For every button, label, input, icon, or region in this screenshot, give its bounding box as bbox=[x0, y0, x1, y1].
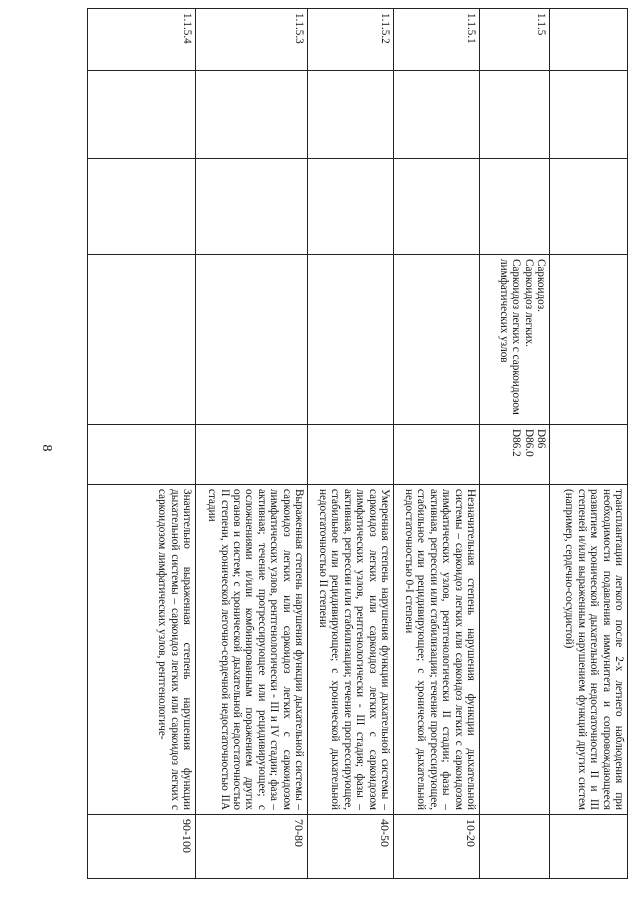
icd-cell bbox=[394, 425, 480, 485]
row-percent bbox=[480, 815, 550, 879]
row-code: 1.1.5.3 bbox=[196, 9, 308, 71]
table-row bbox=[196, 9, 308, 879]
row-percent: 70-80 bbox=[196, 815, 308, 879]
diagnosis-line: Саркоидоз легких с саркоидозом лимфатических узлов bbox=[497, 259, 523, 415]
row-description: Выраженная степень нарушения функции дыхательной системы – саркоидоз легких или саркоидоз легких с саркоидозом лимфатических узлов, рентгенологически - III и IV стадии; фаза – активная; течение прогрессирующее или рецидивирующее; с осложнениями и/или комбинированным поражением других органов и систем; с хронической дыхательной недостаточностью II степени, хронической легочно-сердечной недостаточностью IIА стадии bbox=[196, 485, 308, 815]
row-code: 1.1.5.4 bbox=[88, 9, 196, 71]
empty-cell bbox=[196, 71, 308, 159]
disability-criteria-table bbox=[87, 8, 628, 879]
row-code: 1.1.5 bbox=[480, 9, 550, 71]
row-code bbox=[550, 9, 628, 71]
table-row bbox=[550, 9, 628, 879]
page-number: 8 bbox=[39, 444, 54, 452]
icd-cell bbox=[550, 425, 628, 485]
empty-cell bbox=[550, 71, 628, 159]
empty-cell bbox=[394, 159, 480, 255]
empty-cell bbox=[394, 71, 480, 159]
empty-cell bbox=[480, 71, 550, 159]
diagnosis-cell bbox=[394, 255, 480, 425]
icd-code: D86 bbox=[535, 429, 547, 449]
diagnosis-line: Саркоидоз. bbox=[535, 259, 547, 312]
empty-cell bbox=[196, 159, 308, 255]
empty-cell bbox=[88, 71, 196, 159]
diagnosis-cell bbox=[88, 255, 196, 425]
row-description: Умеренная степень нарушения функции дыхательной системы – саркоидоз легких или саркоидоз легких с саркоидозом лимфатических узлов, рентгенологически - III стадия; фазы – активная, регрессии или стабилизации; течение прогрессирующее, стабильное или рецидивирующее; с хронической дыхательной недостаточностью II степени bbox=[308, 485, 394, 815]
row-percent: 90-100 bbox=[88, 815, 196, 879]
table-row bbox=[308, 9, 394, 879]
diagnosis-line: Саркоидоз легких. bbox=[522, 259, 535, 347]
diagnosis-cell bbox=[308, 255, 394, 425]
diagnosis-cell bbox=[196, 255, 308, 425]
row-percent: 10-20 bbox=[394, 815, 480, 879]
icd-code: D86.2 bbox=[510, 429, 523, 457]
diagnosis-cell bbox=[480, 255, 550, 425]
icd-cell bbox=[308, 425, 394, 485]
row-description: трансплантации легкого после 2-х летнего наблюдения при необходимости подавления иммунитета и сопровождающееся развитием хронической дыхательной недостаточности II и III степеней и/или выраженным нарушением функций других систем (например, сердечно-сосудистой) bbox=[550, 485, 628, 815]
empty-cell bbox=[550, 159, 628, 255]
table-row bbox=[394, 9, 480, 879]
row-code: 1.1.5.1 bbox=[394, 9, 480, 71]
empty-cell bbox=[308, 71, 394, 159]
rotated-table-container bbox=[88, 8, 628, 878]
empty-cell bbox=[308, 159, 394, 255]
row-description: Значительно выраженная степень нарушения функции дыхательной системы – саркоидоз легких или саркоидоз легких с саркоидозом лимфатических узлов, рентгенологиче- bbox=[88, 485, 196, 815]
icd-cell bbox=[196, 425, 308, 485]
icd-cell bbox=[480, 425, 550, 485]
table-row bbox=[480, 9, 550, 879]
empty-cell bbox=[480, 159, 550, 255]
diagnosis-cell bbox=[550, 255, 628, 425]
empty-cell bbox=[88, 159, 196, 255]
row-description: Незначительная степень нарушения функции дыхательной системы – саркоидоз легких или саркоидоз легких с саркоидозом лимфатических узлов, рентгенологически II стадии; фазы – активная, регрессии или стабилизации; течение прогрессирующее, стабильное или рецидивирующее; с хронической дыхательной недостаточностью 0-I степени bbox=[394, 485, 480, 815]
empty-cell bbox=[480, 485, 550, 815]
icd-cell bbox=[88, 425, 196, 485]
row-code: 1.1.5.2 bbox=[308, 9, 394, 71]
row-percent bbox=[550, 815, 628, 879]
icd-code: D86.0 bbox=[522, 429, 535, 457]
table-row bbox=[88, 9, 196, 879]
row-percent: 40-50 bbox=[308, 815, 394, 879]
